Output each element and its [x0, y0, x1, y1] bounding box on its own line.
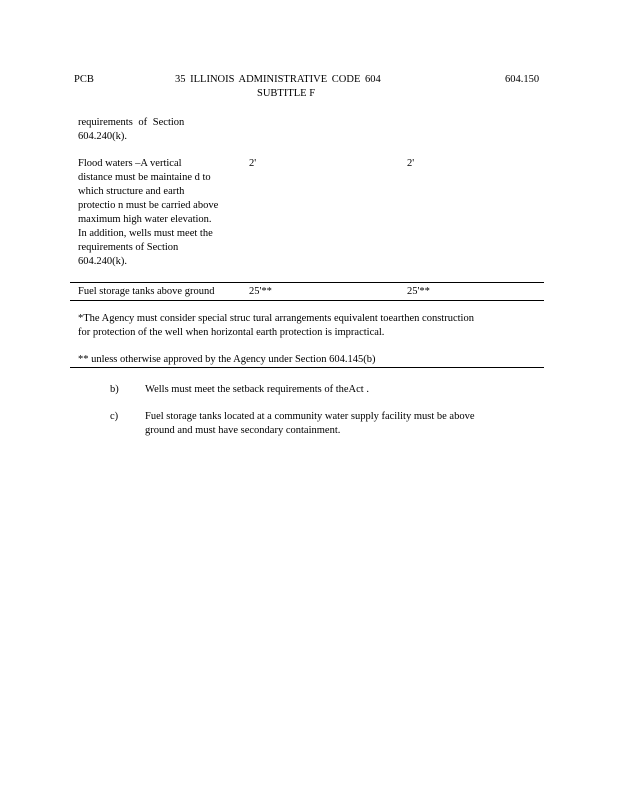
flood-row-setback-col3: 2'	[407, 158, 415, 169]
flood-row-line-3: which structure and earth	[78, 186, 185, 197]
flood-row-line-8: 604.240(k).	[78, 256, 127, 267]
item-c-text-line-1: Fuel storage tanks located at a community water supply facility must be above	[145, 411, 475, 422]
fuel-row-label: Fuel storage tanks above ground	[78, 286, 215, 297]
item-b-text: Wells must meet the setback requirements of theAct .	[145, 384, 369, 395]
continuation-line-1: requirements of Section	[78, 117, 185, 128]
header-right: 604.150	[505, 74, 540, 85]
table-rule-mid	[70, 300, 544, 301]
flood-row-line-2: distance must be maintaine d to	[78, 172, 211, 183]
header-center-line2: SUBTITLE F	[257, 88, 316, 99]
footnote-1-line-2: for protection of the well when horizontal earth protection is impractical.	[78, 327, 385, 338]
table-rule-bottom	[70, 367, 544, 368]
item-c-text-line-2: ground and must have secondary containment.	[145, 425, 341, 436]
flood-row-line-5: maximum high water elevation.	[78, 214, 212, 225]
footnote-2: ** unless otherwise approved by the Agency under Section 604.145(b)	[78, 354, 376, 365]
flood-row-line-4: protectio n must be carried above	[78, 200, 219, 211]
item-c-label: c)	[110, 411, 119, 422]
footnote-1-line-1: *The Agency must consider special struc tural arrangements equivalent toearthen construction	[78, 313, 474, 324]
table-rule-top	[70, 282, 544, 283]
header-center-line1: 35 ILLINOIS ADMINISTRATIVE CODE 604	[175, 74, 381, 85]
flood-row-setback-col2: 2'	[249, 158, 257, 169]
continuation-line-2: 604.240(k).	[78, 131, 127, 142]
item-b-label: b)	[110, 384, 119, 395]
flood-row-line-7: requirements of Section	[78, 242, 179, 253]
flood-row-line-1: Flood waters –A vertical	[78, 158, 182, 169]
flood-row-line-6: In addition, wells must meet the	[78, 228, 213, 239]
fuel-row-setback-col2: 25'**	[249, 286, 272, 297]
header-left: PCB	[74, 74, 94, 85]
fuel-row-setback-col3: 25'**	[407, 286, 430, 297]
